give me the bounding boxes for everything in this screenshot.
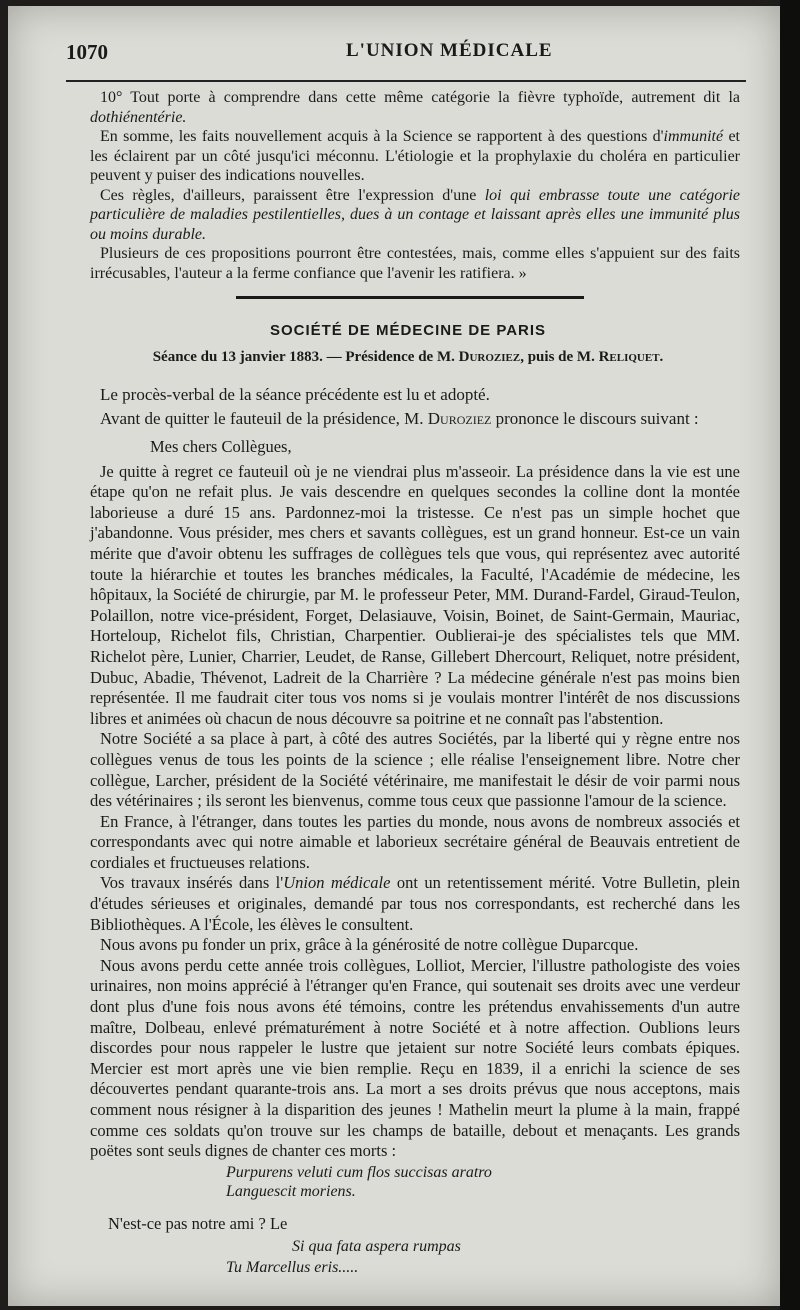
text-run: En somme, les faits nouvellement acquis à la Science se rapportent à des questions d' (100, 128, 664, 145)
paragraph-works (90, 873, 740, 935)
header-rule (66, 80, 746, 82)
italic-law: loi qui embrasse toute une catégorie particulière de maladies pestilentielles, dues à un contage et laissant après elles une immunité plus ou moins durable. (90, 186, 741, 243)
text-run: et les éclairent par un côté jusqu'ici méconnu. L'étiologie et la prophylaxie du choléra en particulier peuvent y puiser des indications nouvelles. (90, 128, 740, 184)
text-run: Avant de quitter le fauteuil de la présidence, M. (100, 409, 428, 428)
verse-line: Purpurens veluti cum flos succisas aratro (226, 1164, 492, 1181)
book-binding-edge (780, 0, 800, 1310)
text-run: Séance du 13 janvier 1883. — Présidence de M. (152, 349, 459, 365)
section-title: SOCIÉTÉ DE MÉDECINE DE PARIS (269, 322, 547, 339)
paragraph-lost-colleagues: Nous avons perdu cette année trois collègues, Lolliot, Mercier, l'illustre pathologiste des voies urinaires, non moins apprécié à l'étranger qu'en France, qui soutenait ses droits avec une verdeur dont plus d'une fois nous avons été témoins, contre les prétendus envahissements d'un autre maître, Dolbeau, enlevé prématurément à notre Société et à notre affection. Oublions leurs discordes pour nous rappeler le lustre que jetaient sur notre Société leurs combats épiques. Mercier est mort après une vie bien remplie. Reçu en 1839, il a enrichi la science de ses découvertes pendant quarante-trois ans. La mort a ses droits prévus que nous acceptons, mais comment nous résigner à la disparition des jeunes ! Mathelin meurt la plume à la main, frappé comme ces soldats qu'on trouve sur les champs de bataille, debout et menaçants. Les grands poëtes sont seuls dignes de chanter ces morts : (90, 955, 740, 1161)
speaker-name: Duroziez (427, 409, 492, 428)
text-run: ont un retentissement mérité. Votre Bulletin, plein d'études sérieuses et originales, demandé par tous nos correspondants, est recherché dans les Bibliothèques. A l'École, les élèves le consultent. (90, 873, 740, 934)
text-run: 10° Tout porte à comprendre dans cette même catégorie la fièvre typhoïde, autrement dit la (100, 89, 740, 106)
italic-term: dothiénentérie. (90, 108, 187, 126)
president-name: Reliquet (598, 349, 660, 365)
paragraph-quit: Je quitte à regret ce fauteuil où je ne viendrai plus m'asseoir. La présidence dans la vie est une étape qu'on ne refait plus. Je vais descendre en quelques secondes la colline dont la montée laborieuse a duré 15 ans. Pardonnez-moi la tristesse. Ce n'est pas un simple hochet que j'abandonne. Vous présider, mes chers et savants collègues, est un grand honneur. Est-ce un vain mérite que d'avoir obtenu les suffrages de collègues tels que vous, qui représentez avec autorité toute la hiérarchie et toutes les branches médicales, la Faculté, l'Académie de médecine, les hôpitaux, la Société de chirurgie, par M. le professeur Peter, MM. Durand-Fardel, Giraud-Teulon, Polaillon, notre vice-président, Forget, Delasiauve, Voisin, Boinet, de Saint-Germain, Mauriac, Horteloup, Richelot fils, Christian, Charpentier. Oublierai-je des spécialistes tels que MM. Richelot père, Lunier, Charrier, Leudet, de Ranse, Gillebert Dhercourt, Reliquet, notre président, Dubuc, Abadie, Thévenot, Ladreit de la Charrière ? La médecine générale n'est pas moins bien représentée. Il me faudrait citer tous vos noms si je voulais montrer l'intérêt de nos discussions libres et animées où chacun de nous découvre sa poitrine et ne connaît pas l'abstention. (90, 461, 740, 728)
salutation: Mes chers Collègues, (150, 437, 292, 456)
journal-title: Union médicale (283, 873, 391, 893)
paragraph-france: En France, à l'étranger, dans toutes les parties du monde, nous avons de nombreux associés et correspondants avec qui notre aimable et laborieux secrétaire général de Beauvais entretient de cordiales et fructueuses relations. (90, 811, 740, 872)
session-heading (8, 349, 780, 366)
page-header (66, 40, 746, 74)
verse-line: Languescit moriens. (226, 1183, 356, 1200)
verse-line: Si qua fata aspera rumpas (292, 1238, 461, 1255)
italic-term: immunité (663, 128, 724, 145)
speech-body (90, 383, 740, 1162)
president-name: Duroziez (458, 349, 521, 365)
paragraph-prize: Nous avons pu fonder un prix, grâce à la générosité de notre collègue Duparcque. (100, 935, 639, 955)
text-run: prononce le discours suivant : (491, 409, 699, 428)
paragraph-before-speech (90, 407, 740, 431)
running-title: L'UNION MÉDICALE (346, 40, 553, 61)
paragraph-typhoid (90, 88, 740, 127)
previous-article-conclusion (90, 88, 740, 283)
text-run: , puis de M. (520, 349, 599, 365)
paragraph-rules (90, 186, 740, 245)
paragraph-propositions: Plusieurs de ces propositions pourront être contestées, mais, comme elles s'appuient sur des faits irrécusables, l'auteur a la ferme confiance que l'avenir les ratifiera. » (90, 245, 740, 282)
paragraph-summary (90, 127, 740, 186)
paragraph-minutes: Le procès-verbal de la séance précédente est lu et adopté. (100, 385, 490, 404)
section-divider (236, 296, 584, 299)
text-run: Ces règles, d'ailleurs, paraissent être l'expression d'une (100, 186, 485, 204)
text-after-verse: N'est-ce pas notre ami ? Le (108, 1214, 288, 1233)
verse-line: Tu Marcellus eris..... (226, 1259, 359, 1276)
text-run: Vos travaux insérés dans l' (100, 873, 284, 893)
paragraph-society: Notre Société a sa place à part, à côté des autres Sociétés, par la liberté qui y règne entre nos collègues venus de tous les points de la science ; elle réalise l'enseignement libre. Notre cher collègue, Larcher, président de la Société vétérinaire, me manifestait le désir de voir parmi nous des vétérinaires ; ils seront les bienvenus, comme tous ceux que passionne l'amour de la science. (90, 729, 740, 811)
book-page (8, 6, 780, 1306)
page-number: 1070 (66, 40, 108, 64)
text-run: . (659, 349, 664, 365)
